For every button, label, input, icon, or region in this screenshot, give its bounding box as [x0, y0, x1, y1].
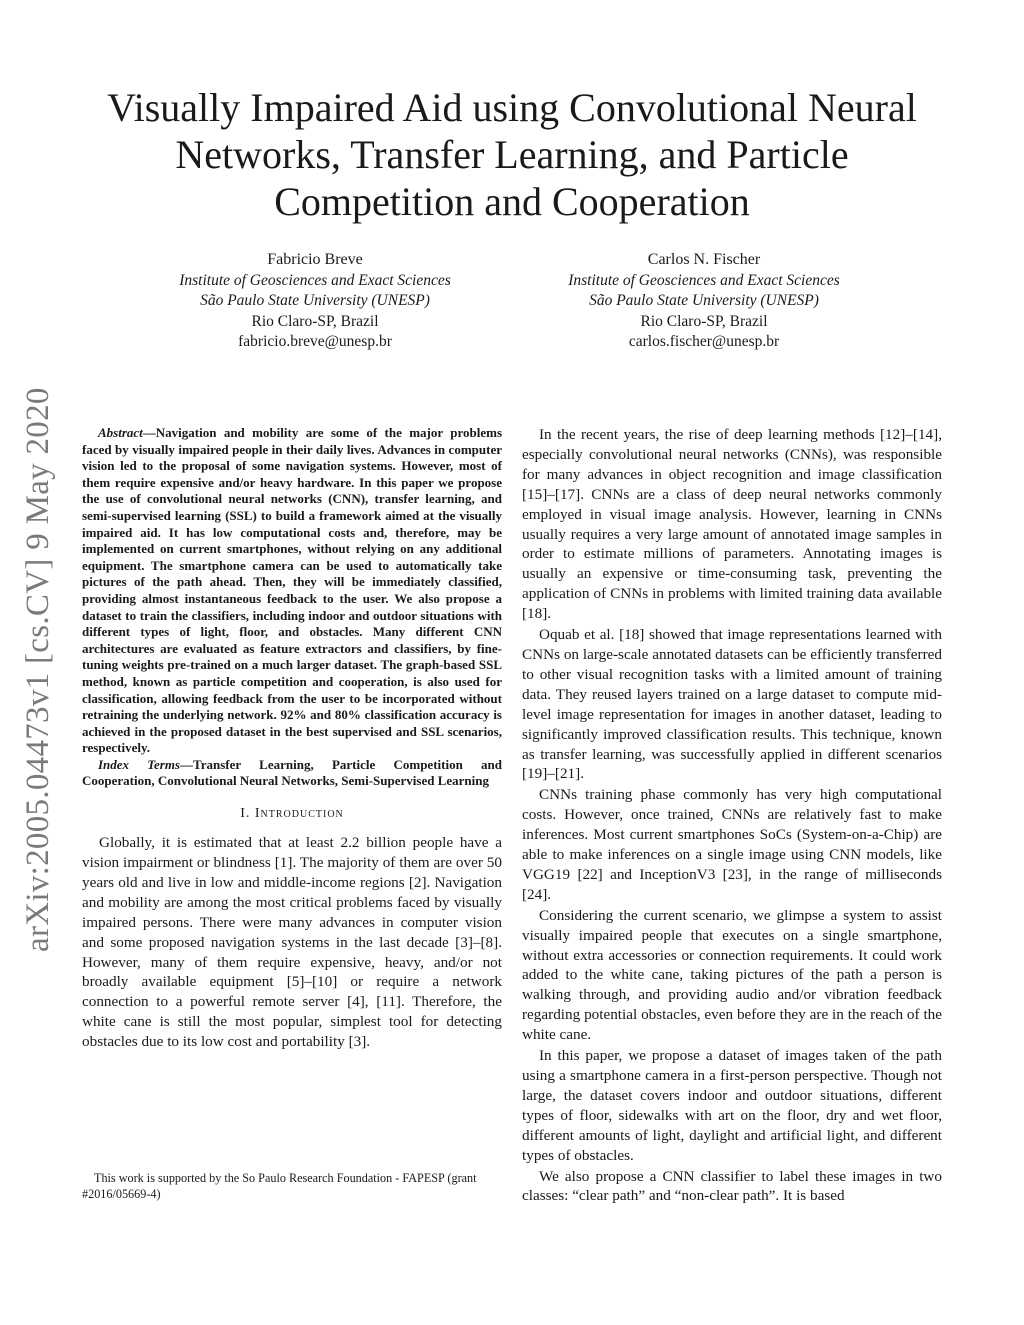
author-university: São Paulo State University (UNESP)	[589, 292, 819, 309]
author-block-2	[514, 250, 894, 353]
paper-title	[60, 84, 964, 225]
author-email: fabricio.breve@unesp.br	[238, 333, 392, 350]
abstract-label: Abstract	[98, 425, 143, 440]
author-name: Fabricio Breve	[267, 251, 363, 268]
paragraph: We also propose a CNN classifier to label these images in two classes: “clear path” and “non-clear path”. It is based	[522, 1167, 942, 1205]
author-name: Carlos N. Fischer	[647, 251, 761, 268]
paragraph: CNNs training phase commonly has very high computational costs. However, once trained, CNNs are relatively fast to make inferences. Most current smartphones SoCs (System-on-a-Chip) are able to make inferences on a single image using CNN models, like VGG19 [22] and InceptionV3 [23], in the range of milliseconds [24].	[522, 786, 942, 903]
paragraph: Globally, it is estimated that at least 2.2 billion people have a vision impairment or blindness [1]. The majority of them are over 50 years old and live in low and middle-income regions [2]. Navigation and mobility are among the most critical problems faced by visually impaired persons. There were many advances in computer vision and some proposed navigation systems in the last decade [3]–[8]. However, many of them require expensive, heavy, and/or not broadly available equipment [5]–[10] or require a network connection to a powerful remote server [4], [11]. Therefore, the white cane is still the most popular, simplest tool for detecting obstacles due to its low cost and portability [3].	[82, 834, 502, 1051]
title-line: Competition and Cooperation	[274, 179, 750, 224]
abstract-body: —Navigation and mobility are some of the major problems faced by visually impaired people in their daily lives. Advances in computer vision led to the proposal of some navigation systems. However, most of them require expensive and/or heavy hardware. In this paper we propose the use of convolutional neural networks (CNN), transfer learning, and semi-supervised learning (SSL) to build a framework aimed at the visually impaired aid. It has low computational costs and, therefore, may be implemented on current smartphones, without relying on any additional equipment. The smartphone camera can be used to automatically take pictures of the path ahead. Then, they will be immediately classified, providing almost instantaneous feedback to the user. We also propose a dataset to train the classifiers, including indoor and outdoor situations with different types of light, floor, and obstacles. Many different CNN architectures are evaluated as feature extractors and classifiers, by fine-tuning weights pre-trained on a much larger dataset. The graph-based SSL method, known as particle competition and cooperation, is also used for classification, allowing feedback from the user to be incorporated without retraining the underlying network. 92% and 80% classification accuracy is achieved in the proposed dataset in the best supervised and SSL scenarios, respectively.	[82, 425, 502, 756]
footnote-text: This work is supported by the So Paulo Research Foundation - FAPESP (grant #2016/05669-4)	[82, 1171, 477, 1201]
right-column	[522, 425, 942, 1207]
title-line: Visually Impaired Aid using Convolutional Neural	[107, 85, 917, 130]
title-line: Networks, Transfer Learning, and Particle	[175, 132, 849, 177]
author-location: Rio Claro-SP, Brazil	[640, 312, 768, 330]
paragraph: Considering the current scenario, we glimpse a system to assist visually impaired people that executes on a single smartphone, without extra accessories or connection requirements. It could work added to the white cane, taking pictures of the path a person is walking through, and providing audio and/or vibration feedback regarding potential obstacles, even before they are in the reach of the white cane.	[522, 906, 942, 1044]
index-terms-body: —Transfer Learning, Particle Competition and Cooperation, Convolutional Neural Networks, Semi-Supervised Learning	[82, 756, 502, 789]
arxiv-identifier: arXiv:2005.04473v1 [cs.CV] 9 May 2020	[20, 387, 56, 952]
author-affiliation: Institute of Geosciences and Exact Sciences	[179, 271, 451, 289]
index-terms-label: Index Terms	[98, 756, 181, 772]
author-university: São Paulo State University (UNESP)	[200, 292, 430, 309]
author-affiliation: Institute of Geosciences and Exact Sciences	[568, 271, 840, 289]
left-column	[82, 425, 502, 1052]
author-location: Rio Claro-SP, Brazil	[251, 312, 379, 330]
author-email: carlos.fischer@unesp.br	[628, 333, 780, 350]
author-block-1	[125, 250, 505, 353]
abstract	[82, 425, 502, 757]
section-heading-introduction: I. Introduction	[240, 806, 344, 822]
paragraph: Oquab et al. [18] showed that image representations learned with CNNs on large-scale annotated datasets can be efficiently transferred to other visual recognition tasks with a limited amount of training data. They reused layers trained on a large dataset to compute mid-level image representation for images in another dataset, leading to significantly improved classification results. This technique, known as transfer learning, was successfully applied in different scenarios [19]–[21].	[522, 626, 942, 783]
paragraph: In the recent years, the rise of deep learning methods [12]–[14], especially convolutional neural networks (CNNs), was responsible for many advances in object recognition and image classification [15]–[17]. CNNs are a class of deep neural networks commonly employed in visual image analysis. However, learning in CNNs usually requires a very large amount of annotated image samples in order to estimate millions of parameters. Annotating images is usually an expensive or time-consuming task, preventing the application of CNNs in problems with limited training data available [18].	[522, 426, 942, 623]
footnote	[82, 1170, 502, 1202]
paragraph: In this paper, we propose a dataset of images taken of the path using a smartphone camera in a first-person perspective. Though not large, the dataset covers indoor and outdoor situations, different types of floor, sidewalks with art on the floor, dry and wet floor, different amounts of light, daylight and artificial light, and different types of obstacles.	[522, 1047, 942, 1164]
index-terms	[82, 757, 502, 790]
